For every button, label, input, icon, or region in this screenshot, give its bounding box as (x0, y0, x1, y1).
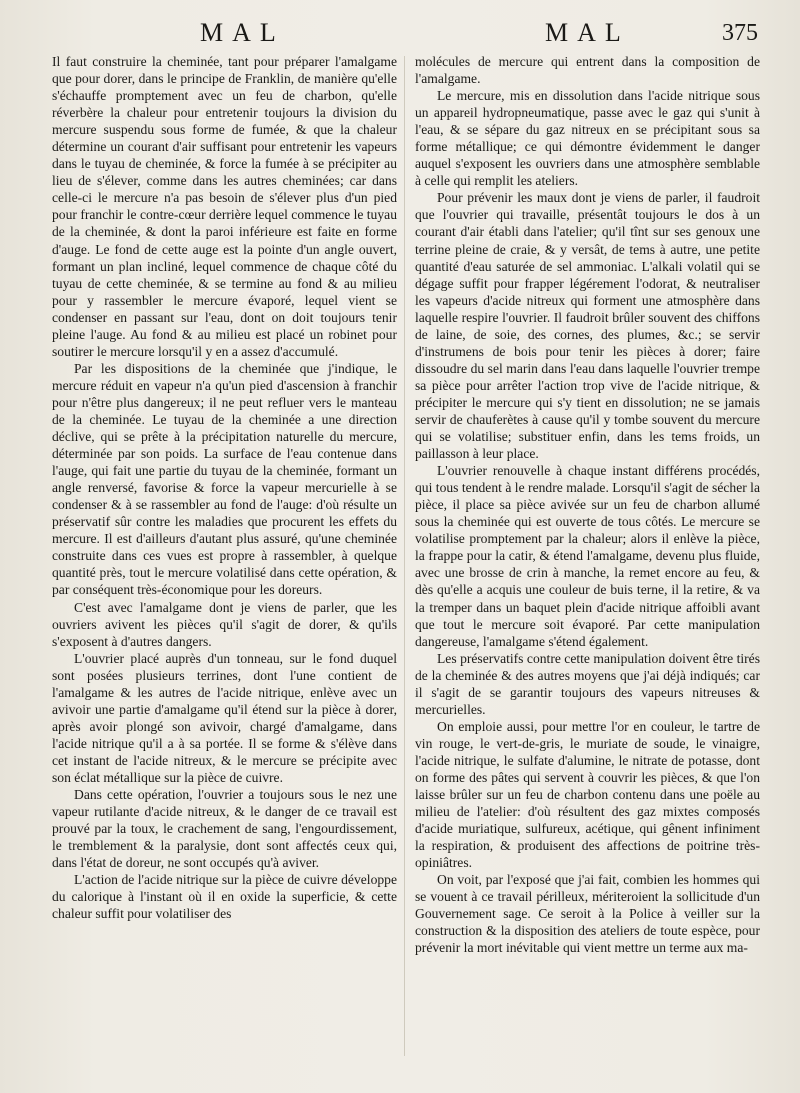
left-column (52, 53, 397, 922)
paragraph: Les préservatifs contre cette manipulation doivent être tirés de la cheminée & des autres moyens que j'ai déjà indiqués; car il s'agit de se garantir toujours des vapeurs nitreuses & mercurielles. (415, 650, 760, 717)
paragraph: C'est avec l'amalgame dont je viens de parler, que les ouvriers avivent les pièces qu'il s'agit de dorer, & qu'ils s'exposent à d'autres dangers. (52, 599, 397, 649)
header-right-title: MAL (545, 18, 630, 47)
paragraph: L'ouvrier renouvelle à chaque instant différens procédés, qui tous tendent à le rendre malade. Lorsqu'il s'agit de sécher la pièce, il place sa pièce avivée sur un feu de charbon allumé sous la cheminée qui est ouverte de tous côtés. Le mercure se volatilise promptement par la chaleur; alors il enlève la pièce, la frappe pour la catir, & étend l'amalgame, devenu plus fluide, avec une brosse de crin à manche, la remet encore au feu, & dès qu'elle a acquis une couleur de buis terne, il la retire, & va la tremper dans un baquet plein d'acide nitrique affoibli avant que tout le mercure soit évaporé. Par cette manipulation dangereuse, l'amalgame s'étend également. (415, 463, 760, 649)
paragraph: On voit, par l'exposé que j'ai fait, combien les hommes qui se vouent à ce travail périlleux, mériteroient la sollicitude d'un Gouvernement sage. Ce seroit à la Police à veiller sur la construction & la disposition des ateliers de toute espèce, pour prévenir la mort inévitable qui vient mettre un terme aux ma- (415, 872, 760, 956)
page-number: 375 (722, 20, 758, 46)
header-left-title: MAL (200, 18, 285, 47)
column-divider (404, 56, 405, 1056)
paragraph: Il faut construire la cheminée, tant pour préparer l'amalgame que pour dorer, dans le principe de Franklin, de manière qu'elle s'échauffe promptement avec un feu de charbon, qu'elle réverbère la chaleur pour entretenir toujours la division du mercure suspendu sous forme de fumée, & que la chaleur détermine un courant d'air suffisant pour entretenir les vapeurs dans le tuyau de cheminée, & force la fumée à se précipiter au lieu de s'élever, comme dans les autres cheminées; car dans celle-ci le mercure n'a pas besoin de s'élever plus d'un pied pour franchir le contre-cœur derrière lequel commence le tuyau de la cheminée, & dont la paroi inférieure est faite en forme d'auge. Le fond de cette auge est la pointe d'un angle ouvert, formant un plan incliné, lequel commence de chaque côté du tuyau de cette cheminée, & se termine au fond & au milieu pour y rassembler le mercure évaporé, lequel vient se condenser en passant sur l'eau, dont on doit toujours tenir pleine l'auge. Au fond & au milieu est placé un robinet pour soutirer le mercure lorsqu'il y en a assez d'accumulé. (52, 54, 397, 359)
paragraph: Par les dispositions de la cheminée que j'indique, le mercure réduit en vapeur n'a qu'un pied d'ascension à franchir pour n'être plus dangereux; il ne peut refluer vers le manteau de la cheminée. Le tuyau de la cheminée a une direction déclive, qui se prête à la précipitation naturelle du mercure, déterminée par son poids. La surface de l'eau contenue dans l'auge, qui fait une partie du tuyau de la cheminée, formant un angle renversé, favorise & force la vapeur mercurielle à se condenser & à se rassembler au fond de l'auge: d'où résulte un préservatif sûr contre les maladies que procurent les effets du mercure. Il est d'ailleurs d'autant plus assuré, qu'une cheminée construite dans ces vues est propre à rassembler, à quelque quantité près, tout le mercure volatilisé dans cette opération, & par conséquent très-économique pour les doreurs. (52, 360, 397, 598)
paragraph: On emploie aussi, pour mettre l'or en couleur, le tartre de vin rouge, le vert-de-gris, le muriate de soude, le vinaigre, l'acide nitrique, le sulfate d'alumine, le nitrate de potasse, dont on forme des pâtes qui servent à couvrir les pièces, & que l'on laisse brûler sur un feu de charbon contenu dans une poële au milieu de l'atelier: d'où résultent des gaz mixtes composés d'acide muriatique, sulfureux, acétique, qui gênent infiniment la respiration, & produisent des affections de poitrine très-opiniâtres. (415, 718, 760, 871)
paragraph: L'ouvrier placé auprès d'un tonneau, sur le fond duquel sont posées plusieurs terrines, dont l'une contient de l'amalgame & les autres de l'acide nitrique, enlève avec un avivoir une partie d'amalgame qu'il étend sur la pièce à dorer, après avoir plongé son avivoir, chargé d'amalgame, dans l'acide nitrique qu'il a à sa portée. Il se forme & s'élève dans cet instant de l'acide nitreux, & le mercure se précipite avec son éclat métallique sur la pièce de cuivre. (52, 650, 397, 785)
paragraph: Dans cette opération, l'ouvrier a toujours sous le nez une vapeur rutilante d'acide nitreux, & le danger de ce travail est prouvé par la toux, le crachement de sang, l'engourdissement, le tremblement & la paralysie, dont sont affectés ceux qui, dans l'état de doreur, ne sont occupés qu'à aviver. (52, 787, 397, 871)
paragraph: Pour prévenir les maux dont je viens de parler, il faudroit que l'ouvrier qui travaille, présentât toujours le dos à un courant d'air établi dans l'atelier; qu'il tînt sur ses genoux une terrine pleine de craie, & y versât, de tems à autre, une petite quantité d'eau saturée de sel ammoniac. L'alkali volatil qui se dégage suffit pour frapper légérement l'odorat, & neutraliser les vapeurs d'acide nitreux qui forment une atmosphère dans laquelle respire l'ouvrier. Il faudroit brûler souvent des chiffons de laine, de soie, des cornes, des plumes, &c.; se servir d'instrumens de bois pour tenir les pièces à dorer; faire dissoudre du sel marin dans l'eau dans laquelle l'ouvrier trempe sa pièce pour arrêter l'action trop vive de l'acide nitrique, & précipiter le mercure qui s'y tient en dissolution; ne se jamais servir de chauferètes à cause qu'il y tombe souvent du mercure qui se volatilise; substituer enfin, dans les tems froids, un paillasson à leur place. (415, 190, 760, 462)
paragraph: Le mercure, mis en dissolution dans l'acide nitrique sous un appareil hydropneumatique, passe avec le gaz qui s'unit à l'eau, & se sépare du gaz nitreux en se précipitant sous sa forme métallique; ce qui démontre évidemment le danger auquel s'exposent les ouvriers dans une atmosphère semblable à celle qui remplit les ateliers. (415, 88, 760, 189)
paragraph: molécules de mercure qui entrent dans la composition de l'amalgame. (415, 54, 760, 87)
running-header (0, 18, 800, 54)
right-column (415, 53, 760, 956)
paragraph: L'action de l'acide nitrique sur la pièce de cuivre développe du calorique à l'instant où il en oxide la superficie, & cette chaleur suffit pour volatiliser des (52, 872, 397, 922)
